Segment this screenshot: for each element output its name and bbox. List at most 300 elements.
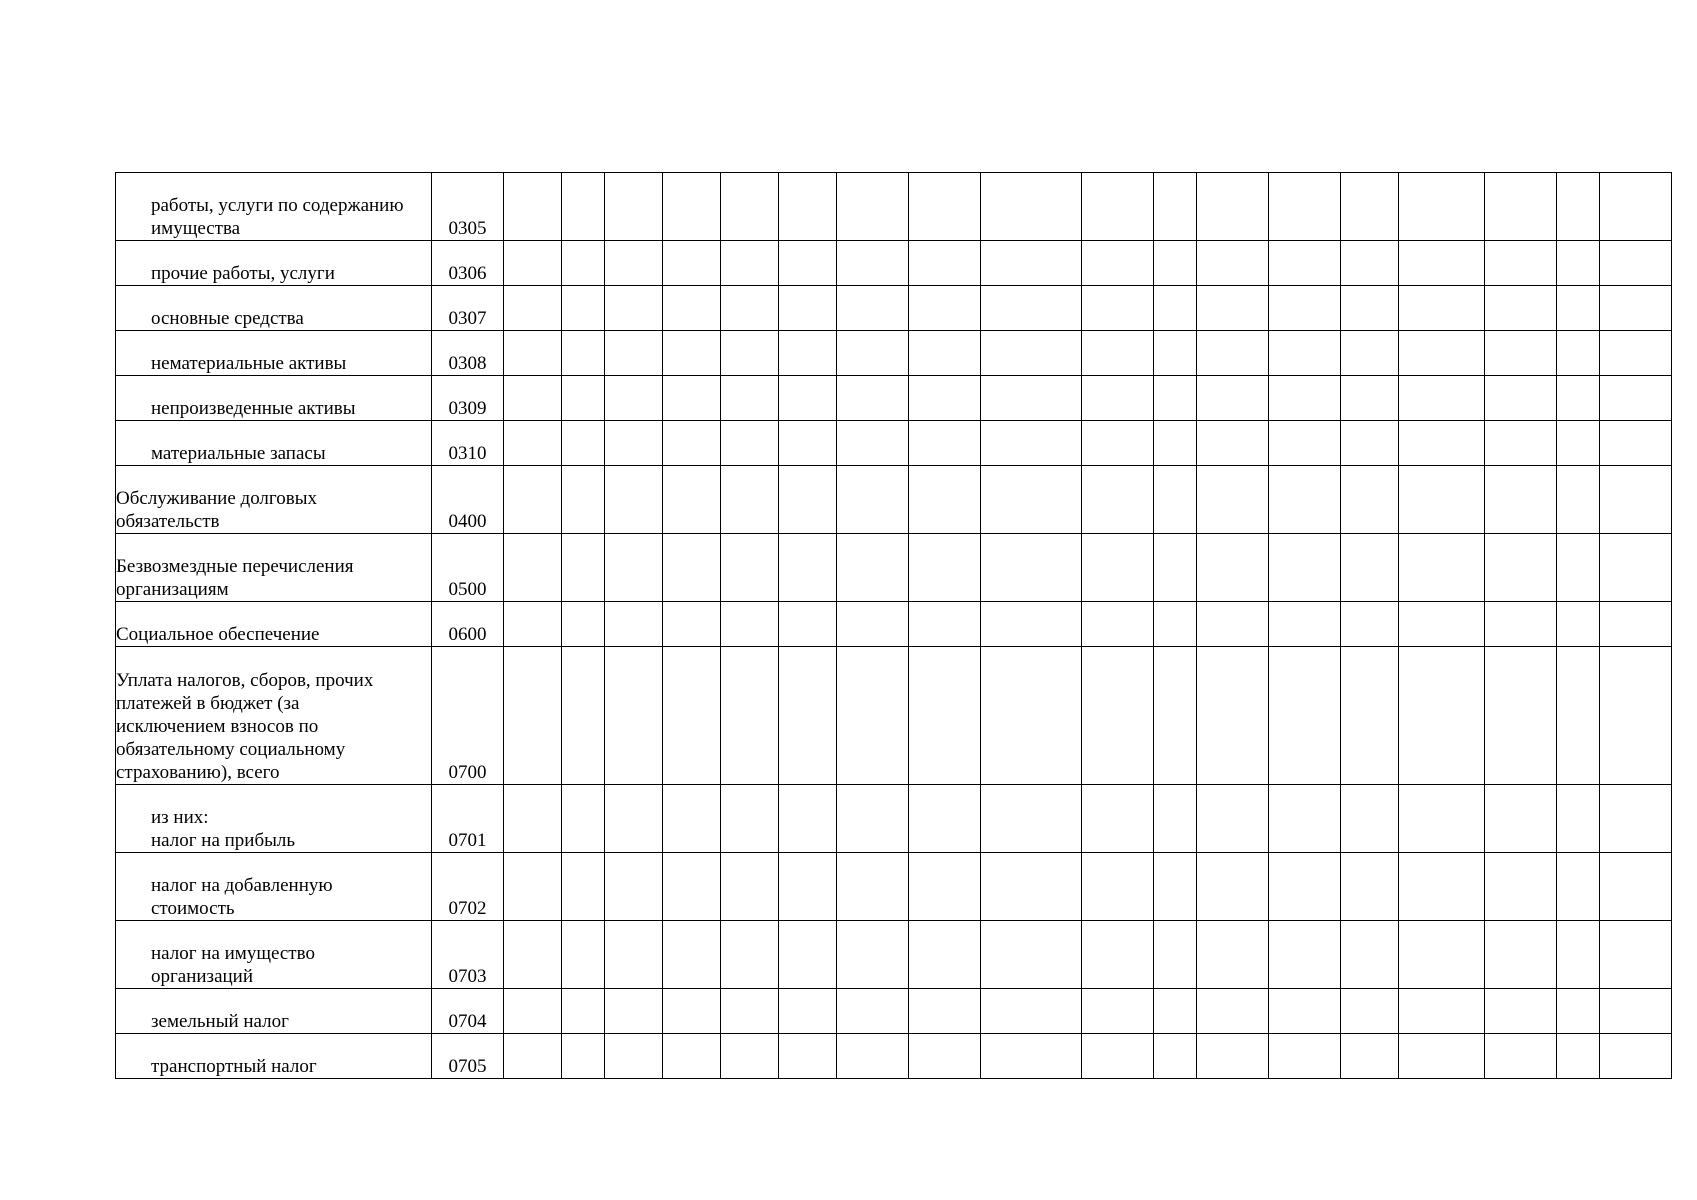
value-cell[interactable] [981,241,1082,286]
value-cell[interactable] [1485,534,1557,602]
value-cell[interactable] [562,376,605,421]
value-cell[interactable] [837,989,909,1034]
value-cell[interactable] [1600,785,1672,853]
value-cell[interactable] [1341,376,1399,421]
value-cell[interactable] [837,173,909,241]
value-cell[interactable] [1600,1034,1672,1079]
value-cell[interactable] [504,534,562,602]
value-cell[interactable] [981,989,1082,1034]
value-cell[interactable] [837,1034,909,1079]
value-cell[interactable] [1082,785,1154,853]
table-row [116,785,1672,853]
value-cell[interactable] [981,286,1082,331]
row-name-cell [116,421,432,466]
value-cell[interactable] [837,421,909,466]
value-cell[interactable] [663,534,721,602]
value-cell[interactable] [1485,331,1557,376]
value-cell[interactable] [562,853,605,921]
value-cell[interactable] [1341,173,1399,241]
value-cell[interactable] [1082,1034,1154,1079]
value-cell[interactable] [1082,647,1154,785]
value-cell[interactable] [721,602,779,647]
value-cell[interactable] [663,647,721,785]
row-name-cell [116,921,432,989]
value-cell[interactable] [504,376,562,421]
value-cell[interactable] [981,466,1082,534]
value-cell[interactable] [1154,376,1197,421]
row-name: Безвозмездные перечисления организациям [116,556,354,600]
value-cell[interactable] [721,647,779,785]
value-cell[interactable] [1485,921,1557,989]
value-cell[interactable] [721,989,779,1034]
value-cell[interactable] [1197,921,1269,989]
value-cell[interactable] [1269,602,1341,647]
value-cell[interactable] [1269,173,1341,241]
value-cell[interactable] [504,331,562,376]
value-cell[interactable] [1600,921,1672,989]
value-cell[interactable] [1154,241,1197,286]
value-cell[interactable] [779,921,837,989]
value-cell[interactable] [605,534,663,602]
value-cell[interactable] [1197,853,1269,921]
value-cell[interactable] [837,241,909,286]
value-cell[interactable] [1082,853,1154,921]
value-cell[interactable] [663,1034,721,1079]
value-cell[interactable] [779,1034,837,1079]
value-cell[interactable] [562,173,605,241]
value-cell[interactable] [837,286,909,331]
value-cell[interactable] [1399,534,1485,602]
table-row [116,331,1672,376]
value-cell[interactable] [779,241,837,286]
value-cell[interactable] [1082,173,1154,241]
value-cell[interactable] [1082,241,1154,286]
value-cell[interactable] [1154,286,1197,331]
value-cell[interactable] [837,921,909,989]
value-cell[interactable] [1399,241,1485,286]
value-cell[interactable] [909,466,981,534]
value-cell[interactable] [1399,602,1485,647]
value-cell[interactable] [504,853,562,921]
value-cell[interactable] [1197,421,1269,466]
value-cell[interactable] [562,534,605,602]
value-cell[interactable] [1399,785,1485,853]
value-cell[interactable] [1341,241,1399,286]
value-cell[interactable] [1154,921,1197,989]
value-cell[interactable] [1341,534,1399,602]
value-cell[interactable] [1154,853,1197,921]
value-cell[interactable] [562,602,605,647]
value-cell[interactable] [562,286,605,331]
value-cell[interactable] [837,853,909,921]
value-cell[interactable] [1557,602,1600,647]
value-cell[interactable] [1197,602,1269,647]
value-cell[interactable] [605,331,663,376]
value-cell[interactable] [981,534,1082,602]
report-sheet [115,172,1672,1079]
value-cell[interactable] [1485,376,1557,421]
value-cell[interactable] [605,241,663,286]
value-cell[interactable] [663,331,721,376]
value-cell[interactable] [504,466,562,534]
value-cell[interactable] [837,466,909,534]
value-cell[interactable] [1600,989,1672,1034]
value-cell[interactable] [504,602,562,647]
value-cell[interactable] [1341,921,1399,989]
value-cell[interactable] [1197,647,1269,785]
value-cell[interactable] [1485,853,1557,921]
value-cell[interactable] [1082,331,1154,376]
value-cell[interactable] [1197,989,1269,1034]
value-cell[interactable] [1341,286,1399,331]
value-cell[interactable] [1399,173,1485,241]
value-cell[interactable] [562,785,605,853]
value-cell[interactable] [605,921,663,989]
value-cell[interactable] [663,241,721,286]
value-cell[interactable] [1154,785,1197,853]
value-cell[interactable] [779,173,837,241]
value-cell[interactable] [909,286,981,331]
value-cell[interactable] [1154,421,1197,466]
row-name-cell [116,173,432,241]
row-name-cell [116,853,432,921]
row-name: работы, услуги по содержанию имущества [151,195,404,239]
row-name-cell [116,1034,432,1079]
value-cell[interactable] [504,785,562,853]
value-cell[interactable] [562,921,605,989]
value-cell[interactable] [1557,421,1600,466]
value-cell[interactable] [504,647,562,785]
value-cell[interactable] [1600,534,1672,602]
value-cell[interactable] [605,1034,663,1079]
value-cell[interactable] [909,376,981,421]
value-cell[interactable] [504,241,562,286]
report-table [115,172,1672,1079]
value-cell[interactable] [837,534,909,602]
value-cell[interactable] [909,921,981,989]
value-cell[interactable] [504,286,562,331]
value-cell[interactable] [1154,534,1197,602]
value-cell[interactable] [1485,286,1557,331]
value-cell[interactable] [779,466,837,534]
value-cell[interactable] [605,466,663,534]
value-cell[interactable] [1557,376,1600,421]
value-cell[interactable] [909,602,981,647]
value-cell[interactable] [663,466,721,534]
value-cell[interactable] [605,173,663,241]
value-cell[interactable] [562,466,605,534]
value-cell[interactable] [909,853,981,921]
value-cell[interactable] [909,331,981,376]
value-cell[interactable] [981,376,1082,421]
row-name-cell [116,647,432,785]
value-cell[interactable] [909,241,981,286]
value-cell[interactable] [1197,331,1269,376]
value-cell[interactable] [605,853,663,921]
value-cell[interactable] [1485,1034,1557,1079]
value-cell[interactable] [1269,647,1341,785]
value-cell[interactable] [1557,331,1600,376]
value-cell[interactable] [1197,785,1269,853]
value-cell[interactable] [504,173,562,241]
row-code: 0704 [432,989,504,1034]
value-cell[interactable] [1600,421,1672,466]
value-cell[interactable] [909,421,981,466]
value-cell[interactable] [1399,376,1485,421]
value-cell[interactable] [981,647,1082,785]
value-cell[interactable] [1197,286,1269,331]
value-cell[interactable] [1154,466,1197,534]
value-cell[interactable] [1341,421,1399,466]
value-cell[interactable] [721,286,779,331]
value-cell[interactable] [981,853,1082,921]
row-code: 0307 [432,286,504,331]
value-cell[interactable] [1600,647,1672,785]
value-cell[interactable] [1600,286,1672,331]
value-cell[interactable] [837,376,909,421]
value-cell[interactable] [1269,331,1341,376]
value-cell[interactable] [1399,466,1485,534]
value-cell[interactable] [1600,602,1672,647]
row-name: прочие работы, услуги [151,263,335,284]
value-cell[interactable] [909,785,981,853]
value-cell[interactable] [1557,286,1600,331]
value-cell[interactable] [1269,921,1341,989]
value-cell[interactable] [837,785,909,853]
value-cell[interactable] [1154,173,1197,241]
row-name-cell [116,241,432,286]
value-cell[interactable] [504,921,562,989]
row-code: 0306 [432,241,504,286]
value-cell[interactable] [981,921,1082,989]
table-row [116,989,1672,1034]
value-cell[interactable] [1154,331,1197,376]
value-cell[interactable] [1557,1034,1600,1079]
value-cell[interactable] [1197,466,1269,534]
value-cell[interactable] [779,421,837,466]
value-cell[interactable] [721,376,779,421]
value-cell[interactable] [909,534,981,602]
value-cell[interactable] [721,534,779,602]
value-cell[interactable] [909,1034,981,1079]
table-row [116,173,1672,241]
value-cell[interactable] [1399,286,1485,331]
row-code: 0702 [432,853,504,921]
value-cell[interactable] [1600,331,1672,376]
value-cell[interactable] [909,647,981,785]
value-cell[interactable] [1399,921,1485,989]
value-cell[interactable] [1399,331,1485,376]
value-cell[interactable] [981,785,1082,853]
value-cell[interactable] [1269,421,1341,466]
value-cell[interactable] [1082,466,1154,534]
value-cell[interactable] [1269,989,1341,1034]
value-cell[interactable] [1341,1034,1399,1079]
value-cell[interactable] [1399,647,1485,785]
value-cell[interactable] [1082,286,1154,331]
value-cell[interactable] [1082,989,1154,1034]
value-cell[interactable] [1557,173,1600,241]
row-name: налог на имущество организаций [151,943,315,987]
value-cell[interactable] [605,989,663,1034]
value-cell[interactable] [1557,466,1600,534]
value-cell[interactable] [562,989,605,1034]
table-row [116,921,1672,989]
value-cell[interactable] [1197,1034,1269,1079]
value-cell[interactable] [1600,173,1672,241]
value-cell[interactable] [1557,921,1600,989]
value-cell[interactable] [837,331,909,376]
value-cell[interactable] [1154,989,1197,1034]
value-cell[interactable] [663,376,721,421]
value-cell[interactable] [779,331,837,376]
value-cell[interactable] [1269,1034,1341,1079]
value-cell[interactable] [837,602,909,647]
value-cell[interactable] [1269,785,1341,853]
value-cell[interactable] [1557,989,1600,1034]
value-cell[interactable] [981,331,1082,376]
value-cell[interactable] [1600,853,1672,921]
value-cell[interactable] [663,785,721,853]
value-cell[interactable] [1269,241,1341,286]
value-cell[interactable] [1341,989,1399,1034]
row-name-cell [116,286,432,331]
value-cell[interactable] [605,376,663,421]
value-cell[interactable] [605,286,663,331]
value-cell[interactable] [721,241,779,286]
value-cell[interactable] [1269,853,1341,921]
value-cell[interactable] [721,853,779,921]
value-cell[interactable] [504,989,562,1034]
value-cell[interactable] [909,989,981,1034]
value-cell[interactable] [1197,241,1269,286]
value-cell[interactable] [1341,331,1399,376]
value-cell[interactable] [663,921,721,989]
value-cell[interactable] [605,602,663,647]
value-cell[interactable] [663,421,721,466]
value-cell[interactable] [1197,173,1269,241]
value-cell[interactable] [1557,534,1600,602]
table-row [116,534,1672,602]
value-cell[interactable] [1269,376,1341,421]
row-code: 0703 [432,921,504,989]
value-cell[interactable] [1600,241,1672,286]
value-cell[interactable] [1197,534,1269,602]
value-cell[interactable] [605,647,663,785]
row-code: 0400 [432,466,504,534]
value-cell[interactable] [1154,602,1197,647]
value-cell[interactable] [721,466,779,534]
value-cell[interactable] [779,534,837,602]
value-cell[interactable] [837,647,909,785]
value-cell[interactable] [1485,466,1557,534]
value-cell[interactable] [562,1034,605,1079]
value-cell[interactable] [663,602,721,647]
value-cell[interactable] [1485,173,1557,241]
value-cell[interactable] [1341,602,1399,647]
value-cell[interactable] [1082,921,1154,989]
value-cell[interactable] [1485,785,1557,853]
value-cell[interactable] [779,647,837,785]
value-cell[interactable] [1399,421,1485,466]
value-cell[interactable] [721,421,779,466]
value-cell[interactable] [721,785,779,853]
value-cell[interactable] [562,331,605,376]
value-cell[interactable] [779,989,837,1034]
value-cell[interactable] [779,853,837,921]
value-cell[interactable] [1399,989,1485,1034]
value-cell[interactable] [779,785,837,853]
value-cell[interactable] [981,1034,1082,1079]
value-cell[interactable] [1399,1034,1485,1079]
value-cell[interactable] [663,853,721,921]
row-name: налог на добавленную стоимость [151,875,333,919]
value-cell[interactable] [1485,421,1557,466]
value-cell[interactable] [1154,647,1197,785]
value-cell[interactable] [1485,241,1557,286]
value-cell[interactable] [981,421,1082,466]
value-cell[interactable] [1557,853,1600,921]
value-cell[interactable] [562,647,605,785]
value-cell[interactable] [721,173,779,241]
value-cell[interactable] [562,421,605,466]
value-cell[interactable] [779,376,837,421]
table-row [116,241,1672,286]
value-cell[interactable] [1485,602,1557,647]
value-cell[interactable] [1341,853,1399,921]
value-cell[interactable] [1341,647,1399,785]
value-cell[interactable] [562,241,605,286]
value-cell[interactable] [663,173,721,241]
value-cell[interactable] [1269,286,1341,331]
value-cell[interactable] [663,989,721,1034]
value-cell[interactable] [1399,853,1485,921]
value-cell[interactable] [1197,376,1269,421]
value-cell[interactable] [1269,466,1341,534]
value-cell[interactable] [1082,534,1154,602]
value-cell[interactable] [1557,241,1600,286]
value-cell[interactable] [1557,785,1600,853]
value-cell[interactable] [1600,466,1672,534]
value-cell[interactable] [1082,376,1154,421]
value-cell[interactable] [1082,602,1154,647]
value-cell[interactable] [1485,989,1557,1034]
value-cell[interactable] [605,785,663,853]
value-cell[interactable] [663,286,721,331]
value-cell[interactable] [909,173,981,241]
row-code: 0700 [432,647,504,785]
value-cell[interactable] [605,421,663,466]
value-cell[interactable] [504,1034,562,1079]
value-cell[interactable] [1341,466,1399,534]
row-code: 0701 [432,785,504,853]
value-cell[interactable] [1557,647,1600,785]
value-cell[interactable] [1269,534,1341,602]
value-cell[interactable] [721,1034,779,1079]
value-cell[interactable] [779,286,837,331]
value-cell[interactable] [1600,376,1672,421]
value-cell[interactable] [1485,647,1557,785]
value-cell[interactable] [1341,785,1399,853]
value-cell[interactable] [721,331,779,376]
value-cell[interactable] [981,602,1082,647]
value-cell[interactable] [1154,1034,1197,1079]
value-cell[interactable] [1082,421,1154,466]
value-cell[interactable] [721,921,779,989]
value-cell[interactable] [779,602,837,647]
value-cell[interactable] [504,421,562,466]
value-cell[interactable] [981,173,1082,241]
